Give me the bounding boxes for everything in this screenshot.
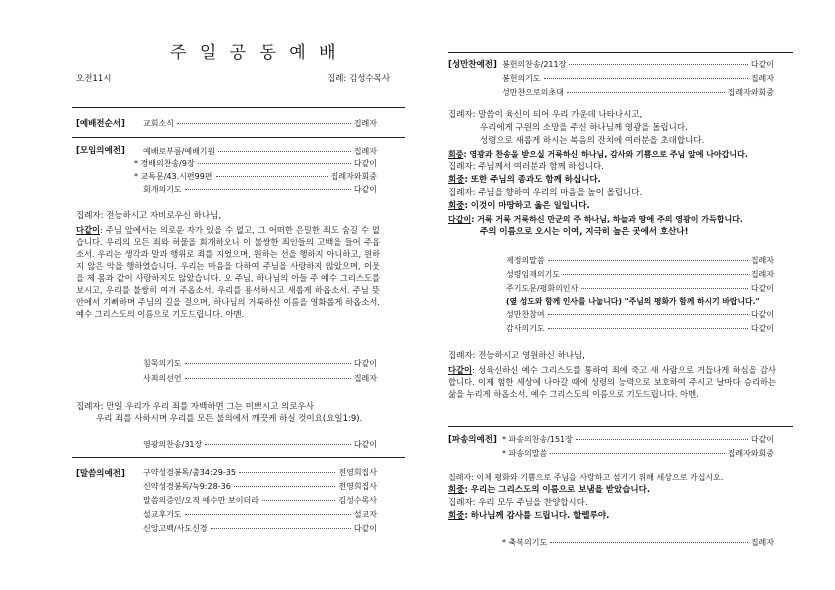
list-item: 주기도문/평화의인사 다같이 bbox=[506, 284, 774, 293]
list-item: 성만찬참여 다같이 bbox=[506, 310, 774, 319]
list-item: 봉헌의찬송/211장 다같이 bbox=[502, 60, 774, 69]
liturgy-line: 집례자: 주님을 향하여 우리의 마음을 높이 올립니다. bbox=[448, 188, 643, 198]
section-word: [말씀의예전] bbox=[76, 469, 125, 479]
list-item: 신약성경봉독/눅9:28-36 전영희집사 bbox=[143, 482, 377, 491]
list-item: * 파송의찬송/151장 다같이 bbox=[502, 435, 774, 444]
absolution-line-1: 집례자: 만일 우리가 우리 죄를 자백하면 그는 미쁘시고 의로우사 bbox=[76, 402, 314, 412]
peace-note: (옆 성도와 함께 인사를 나눕니다) "주님의 평화가 함께 하시기 바랍니다." bbox=[506, 297, 760, 306]
liturgy-line: 주의 이름으로 오시는 이여, 지극히 높은 곳에서 호산나! bbox=[480, 227, 689, 237]
sending-line: 집례자: 우리 모두 주님을 찬양합시다. bbox=[448, 498, 588, 508]
list-item: 성만찬으로의초대 집례자와회중 bbox=[502, 88, 774, 97]
section-pre-service: [예배전순서] bbox=[76, 119, 125, 129]
list-item: 신앙고백/사도신경 다같이 bbox=[143, 524, 377, 533]
section-gathering: [모임의예전] bbox=[76, 146, 125, 156]
list-item: 회개의기도 다같이 bbox=[143, 185, 377, 194]
list-item: 교회소식 집례자 bbox=[143, 119, 377, 128]
list-item: 영광의찬송/31장 다같이 bbox=[143, 440, 377, 449]
liturgy-line: 회중: 이것이 마땅하고 옳은 일입니다. bbox=[448, 201, 590, 211]
list-item: * 파송의말씀 집례자와회중 bbox=[502, 449, 774, 458]
liturgy-line: 집례자: 말씀이 육신이 되어 우리 가운데 나타나시고, bbox=[448, 110, 643, 120]
list-item: 사죄의선언 집례자 bbox=[143, 374, 377, 383]
divider bbox=[448, 52, 793, 53]
list-item: 침묵의기도 다같이 bbox=[143, 359, 377, 368]
list-item: 성령임재의기도 집례자 bbox=[506, 270, 774, 279]
list-item: * 교독문/43.시편99편 집례자와회중 bbox=[134, 172, 377, 181]
confession-leader: 집례자: 전능하시고 자비로우신 하나님, bbox=[76, 211, 222, 221]
list-item: 말씀의증인/오직 예수만 보이더라 김성수목사 bbox=[143, 496, 377, 505]
divider bbox=[448, 426, 793, 427]
absolution-line-2: 우리 죄를 사하시며 우리를 모든 불의에서 깨끗케 하실 것이요(요일1:9). bbox=[96, 414, 363, 424]
page-title: 주 일 공 동 예 배 bbox=[170, 43, 340, 63]
divider bbox=[72, 107, 405, 108]
list-item: 구약성경봉독/출34:29-35 전영희집사 bbox=[143, 468, 377, 477]
officiant: 집례: 김성수목사 bbox=[327, 74, 391, 84]
list-item: 설교후기도 설교자 bbox=[143, 510, 377, 519]
sending-line: 회중: 우리는 그리스도의 이름으로 보냄을 받았습니다. bbox=[448, 485, 651, 495]
divider bbox=[72, 457, 405, 458]
list-item: * 축복의기도 집례자 bbox=[502, 538, 774, 547]
liturgy-line: 집례자: 주님께서 여러분과 함께 하십니다. bbox=[448, 162, 604, 172]
section-sacrament: [성만찬예전] bbox=[448, 60, 497, 70]
liturgy-line: 회중: 또한 주님의 종과도 함께 하십니다. bbox=[448, 175, 601, 185]
list-item: 예배로부름/예배기원 집례자 bbox=[143, 147, 377, 156]
liturgy-line: 다같이: 거룩 거룩 거룩하신 만군의 주 하나님, 하늘과 땅에 주의 영광이 가득합니다. bbox=[448, 215, 743, 224]
list-item: 제정의말씀 집례자 bbox=[506, 256, 774, 265]
divider bbox=[72, 137, 405, 138]
list-item: * 경배의찬송/9장 다같이 bbox=[134, 159, 377, 168]
thanks-leader: 집례자: 전능하시고 영원하신 하나님, bbox=[448, 351, 585, 361]
list-item: 감사의기도 다같이 bbox=[506, 324, 774, 333]
sending-line: 집례자: 이제 평화와 기쁨으로 주님을 사랑하고 섬기기 위해 세상으로 가십시오. bbox=[448, 473, 724, 482]
confession-prayer: 다같이: 주님 앞에서는 의로운 자가 있을 수 없고, 그 어떠한 은밀한 죄도 숨길 수 없습니다. 우리의 모든 죄와 허물을 회개하오니 이 불쌍한 죄인들의 고백을 들어 주옵소서. 우리는 생각과 말과 행위로 죄를 지었으며, 원하는 선을 행하지 아니하고, 원하지 않은 악을 행하였습니다. 우리는 마음을 다하여 주님을 사랑하지 않았으며, 이웃을 제 몸과 같이 사랑하지도 않았습니다. 오 주님, 하나님의 아들 주 예수 그리스도를 보시고, 우리를 불쌍히 여겨 주옵소서. 우리를 용서하시고 새롭게 하옵소서. 주님 뜻 안에서 기뻐하며 주님의 길을 걸으며, 하나님의 거룩하신 이름을 영화롭게 하옵소서. 예수 그리스도의 이름으로 기도드립니다. 아멘. bbox=[76, 225, 380, 319]
section-sending: [파송의예전] bbox=[448, 435, 497, 445]
liturgy-line: 회중: 영광과 찬송을 받으실 거룩하신 하나님, 감사와 기쁨으로 주님 앞에 나아갑니다. bbox=[448, 150, 748, 159]
sending-line: 회중: 하나님께 감사를 드립니다. 할렐루야. bbox=[448, 511, 610, 521]
liturgy-line: 우리에게 구원의 소망을 주신 하나님께 영광을 돌립니다. bbox=[480, 123, 688, 133]
service-time: 오전11시 bbox=[76, 74, 112, 84]
liturgy-line: 성령으로 새롭게 하시는 복음의 잔치에 여러분을 초대합니다. bbox=[480, 136, 705, 146]
list-item: 봉헌의기도 집례자 bbox=[502, 74, 774, 83]
thanks-prayer: 다같이: 성육신하신 예수 그리스도를 통하여 죄에 죽고 새 사람으로 거듭나게 하심을 감사합니다. 이제 험한 세상에 나아갈 때에 성령의 능력으로 보호하여 주시고 날마다 승리하는 삶을 누리게 하옵소서. 예수 그리스도의 이름으로 기도드립니다. 아멘. bbox=[448, 365, 776, 399]
